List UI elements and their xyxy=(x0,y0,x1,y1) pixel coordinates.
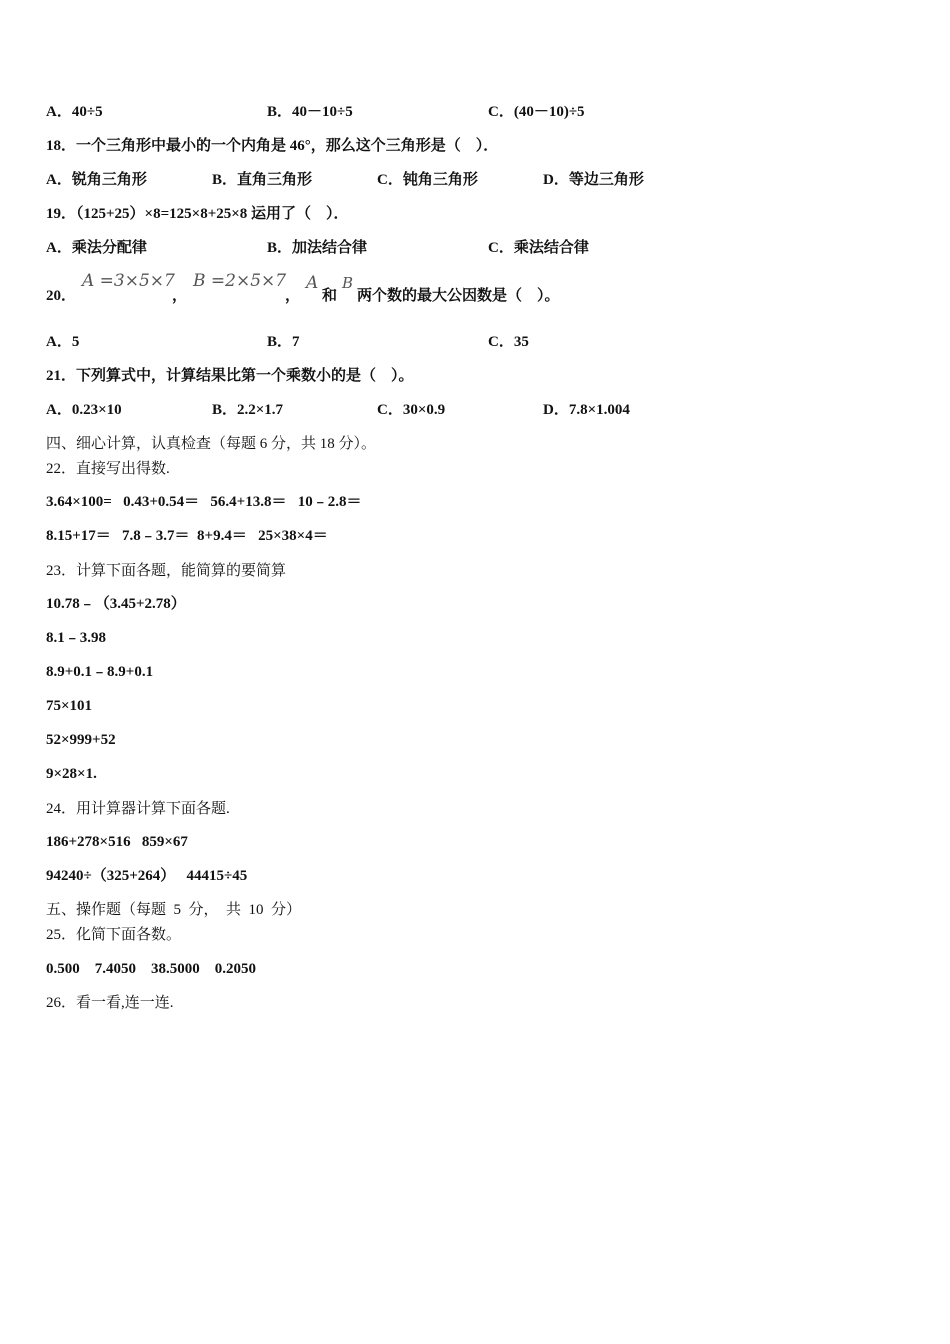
q19-option-a: A．乘法分配律 xyxy=(46,240,147,256)
q21-option-b: B．2.2×1.7 xyxy=(212,402,284,418)
q22-row-1: 3.64×100= 0.43+0.54＝ 56.4+13.8＝ 10﹣2.8＝ xyxy=(46,494,362,510)
q23-item: 75×101 xyxy=(46,698,93,714)
q20-option-c: C．35 xyxy=(488,334,529,350)
q24-row-2: 94240÷（325+264） 44415÷45 xyxy=(46,868,248,884)
q20-comma-2: ， xyxy=(285,288,301,304)
q19-stem: 19．（125+25）×8=125×8+25×8 运用了（ ）． xyxy=(46,206,349,222)
section-4-heading: 四、细心计算，认真检查（每题 6 分，共 18 分）。 xyxy=(46,436,377,452)
q24-stem: 24．用计算器计算下面各题. xyxy=(46,801,230,817)
q25-stem: 25．化简下面各数。 xyxy=(46,927,182,943)
q20-tail: 两个数的最大公因数是（ ）。 xyxy=(357,288,560,304)
q20-var-a: A xyxy=(306,273,319,293)
q23-item: 52×999+52 xyxy=(46,732,116,748)
q22-row-2: 8.15+17＝ 7.8﹣3.7＝ 8+9.4＝ 25×38×4＝ xyxy=(46,528,328,544)
q18-option-a: A．锐角三角形 xyxy=(46,172,147,188)
q20-var-b: B xyxy=(342,274,354,292)
q21-option-c: C．30×0.9 xyxy=(377,402,446,418)
q19-option-b: B．加法结合律 xyxy=(267,240,368,256)
q20-number: 20． xyxy=(46,288,77,304)
q18-option-c: C．钝角三角形 xyxy=(377,172,478,188)
q18-option-d: D．等边三角形 xyxy=(543,172,644,188)
q21-option-d: D．7.8×1.004 xyxy=(543,402,630,418)
section-5-heading: 五、操作题（每题 5 分， 共 10 分） xyxy=(46,902,302,918)
q26-stem: 26．看一看,连一连. xyxy=(46,995,174,1011)
q23-stem: 23．计算下面各题，能简算的要简算 xyxy=(46,563,287,579)
q20-option-b: B．7 xyxy=(267,334,300,350)
q20-expression-a: A =3×5×7 xyxy=(82,271,175,291)
q23-item: 8.1﹣3.98 xyxy=(46,630,107,646)
q17-option-a: A．40÷5 xyxy=(46,104,103,120)
q22-stem: 22．直接写出得数. xyxy=(46,461,170,477)
q20-option-a: A．5 xyxy=(46,334,80,350)
q17-option-c: C．(40－10)÷5 xyxy=(488,104,585,120)
q18-stem: 18．一个三角形中最小的一个内角是 46°，那么这个三角形是（ ）． xyxy=(46,138,499,154)
q20-and: 和 xyxy=(322,288,338,304)
q21-option-a: A．0.23×10 xyxy=(46,402,122,418)
q25-row: 0.500 7.4050 38.5000 0.2050 xyxy=(46,961,256,977)
q18-option-b: B．直角三角形 xyxy=(212,172,313,188)
q20-comma-1: ， xyxy=(172,288,188,304)
q23-item: 10.78﹣（3.45+2.78） xyxy=(46,596,186,612)
q23-item: 9×28×1. xyxy=(46,766,97,782)
q19-option-c: C．乘法结合律 xyxy=(488,240,589,256)
q21-stem: 21．下列算式中，计算结果比第一个乘数小的是（ ）。 xyxy=(46,368,414,384)
q17-option-b: B．40－10÷5 xyxy=(267,104,353,120)
q24-row-1: 186+278×516 859×67 xyxy=(46,834,188,850)
q20-expression-b: B =2×5×7 xyxy=(193,271,287,291)
q23-item: 8.9+0.1﹣8.9+0.1 xyxy=(46,664,154,680)
